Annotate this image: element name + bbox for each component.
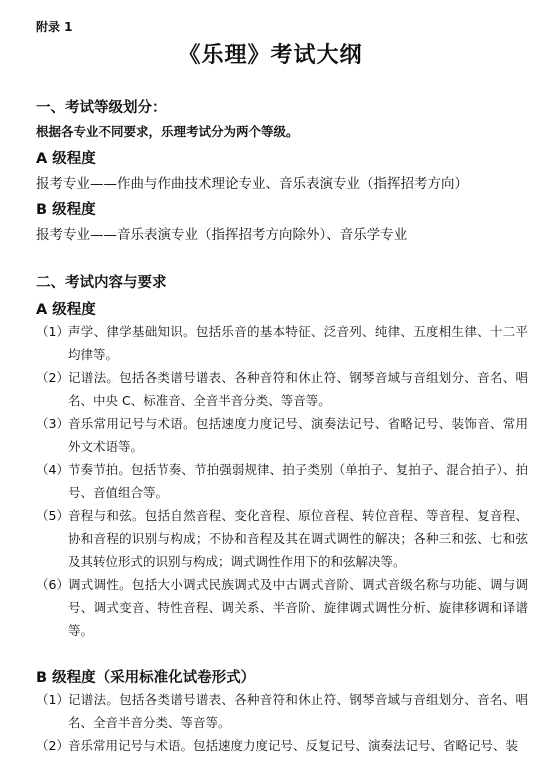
list-item (36, 366, 528, 412)
list-item-text: 音程与和弦。包括自然音程、变化音程、原位音程、转位音程、等音程、复音程、协和音程的识别与构成；不协和音程及其在调式调性的解决；各种三和弦、七和弦及其转位形式的识别与构成；调式调性作用下的和弦解决等。 (68, 508, 528, 569)
list-item-number: （3） (36, 416, 69, 431)
list-item-text: 节奏节拍。包括节奏、节拍强弱规律、拍子类别（单拍子、复拍子、混合拍子）、拍号、音值组合等。 (68, 462, 528, 500)
list-item (36, 504, 528, 573)
list-item-number: （4） (36, 462, 69, 477)
section1-levelA-text: 报考专业——作曲与作曲技术理论专业、音乐表演专业（指挥招考方向） (36, 176, 468, 192)
section1-intro: 根据各专业不同要求，乐理考试分为两个等级。 (36, 124, 299, 139)
list-item-text: 记谱法。包括各类谱号谱表、各种音符和休止符、钢琴音域与音组划分、音名、唱名、中央 C、标准音、全音半音分类、等音等。 (68, 370, 528, 408)
section1-levelB-text: 报考专业——音乐表演专业（指挥招考方向除外）、音乐学专业 (36, 227, 408, 243)
list-item (36, 412, 528, 458)
list-item (36, 320, 528, 366)
section1-levelB-heading: B 级程度 (36, 202, 96, 218)
list-item-number: （6） (36, 577, 69, 592)
section1-levelA-heading: A 级程度 (36, 151, 96, 167)
list-item-number: （1） (36, 692, 69, 707)
list-item-number: （1） (36, 324, 69, 339)
list-item-number: （2） (36, 738, 69, 753)
list-item-text: 调式调性。包括大小调式民族调式及中古调式音阶、调式音级名称与功能、调与调号、调式变音、特性音程、调关系、半音阶、旋律调式调性分析、旋律移调和译谱等。 (68, 577, 528, 638)
list-item-text: 声学、律学基础知识。包括乐音的基本特征、泛音列、纯律、五度相生律、十二平均律等。 (68, 324, 528, 362)
list-item (36, 688, 528, 734)
list-item-text: 音乐常用记号与术语。包括速度力度记号、反复记号、演奏法记号、省略记号、装 (68, 738, 519, 753)
list-item-text: 记谱法。包括各类谱号谱表、各种音符和休止符、钢琴音域与音组划分、音名、唱名、全音半音分类、等音等。 (68, 692, 528, 730)
document-title: 《乐理》考试大纲 (178, 43, 363, 68)
list-item-text: 音乐常用记号与术语。包括速度力度记号、演奏法记号、省略记号、装饰音、常用外文术语等。 (68, 416, 528, 454)
list-item-number: （5） (36, 508, 69, 523)
list-item (36, 458, 528, 504)
list-item (36, 734, 528, 757)
section2-heading: 二、考试内容与要求 (36, 275, 167, 291)
list-item (36, 573, 528, 642)
section2-levelA-heading: A 级程度 (36, 302, 96, 318)
section2-levelB-heading: B 级程度（采用标准化试卷形式） (36, 670, 256, 686)
list-item-number: （2） (36, 370, 69, 385)
appendix-label: 附录 1 (36, 20, 73, 34)
section1-heading: 一、考试等级划分： (36, 100, 167, 116)
